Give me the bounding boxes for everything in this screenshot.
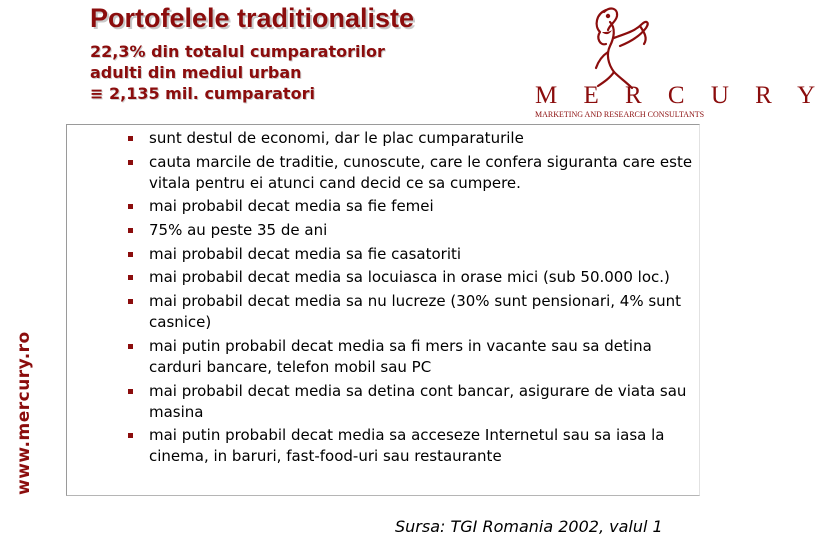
subtitle-line: adulti din mediul urban [90, 63, 302, 82]
website-url: www.mercury.ro [14, 331, 34, 495]
list-item: mai putin probabil decat media sa acceseze Internetul sau sa iasa la cinema, in baruri, fast-food-uri sau restaurante [127, 425, 699, 467]
list-item: sunt destul de economi, dar le plac cumparaturile [127, 128, 699, 149]
logo-tagline: MARKETING AND RESEARCH CONSULTANTS [535, 110, 705, 119]
list-item: mai probabil decat media sa fie casatoriti [127, 244, 699, 265]
subtitle [90, 41, 385, 104]
subtitle-line: 22,3% din totalul cumparatorilor [90, 42, 385, 61]
list-item: mai probabil decat media sa detina cont bancar, asigurare de viata sau masina [127, 381, 699, 423]
lion-figure-icon [584, 2, 654, 90]
logo-name: M E R C U R Y [535, 82, 825, 109]
source-note: Sursa: TGI Romania 2002, valul 1 [395, 517, 663, 536]
bullet-list [127, 128, 699, 470]
subtitle-line: ≡ 2,135 mil. cumparatori [90, 84, 315, 103]
list-item: cauta marcile de traditie, cunoscute, care le confera siguranta care este vitala pentru ei atunci cand decid ce sa cumpere. [127, 152, 699, 194]
list-item: 75% au peste 35 de ani [127, 220, 699, 241]
list-item: mai probabil decat media sa nu lucreze (30% sunt pensionari, 4% sunt casnice) [127, 291, 699, 333]
page-title: Portofelele traditionaliste [90, 3, 415, 33]
list-item: mai putin probabil decat media sa fi mers in vacante sau sa detina carduri bancare, telefon mobil sau PC [127, 336, 699, 378]
list-item: mai probabil decat media sa locuiasca in orase mici (sub 50.000 loc.) [127, 267, 699, 288]
list-item: mai probabil decat media sa fie femei [127, 196, 699, 217]
